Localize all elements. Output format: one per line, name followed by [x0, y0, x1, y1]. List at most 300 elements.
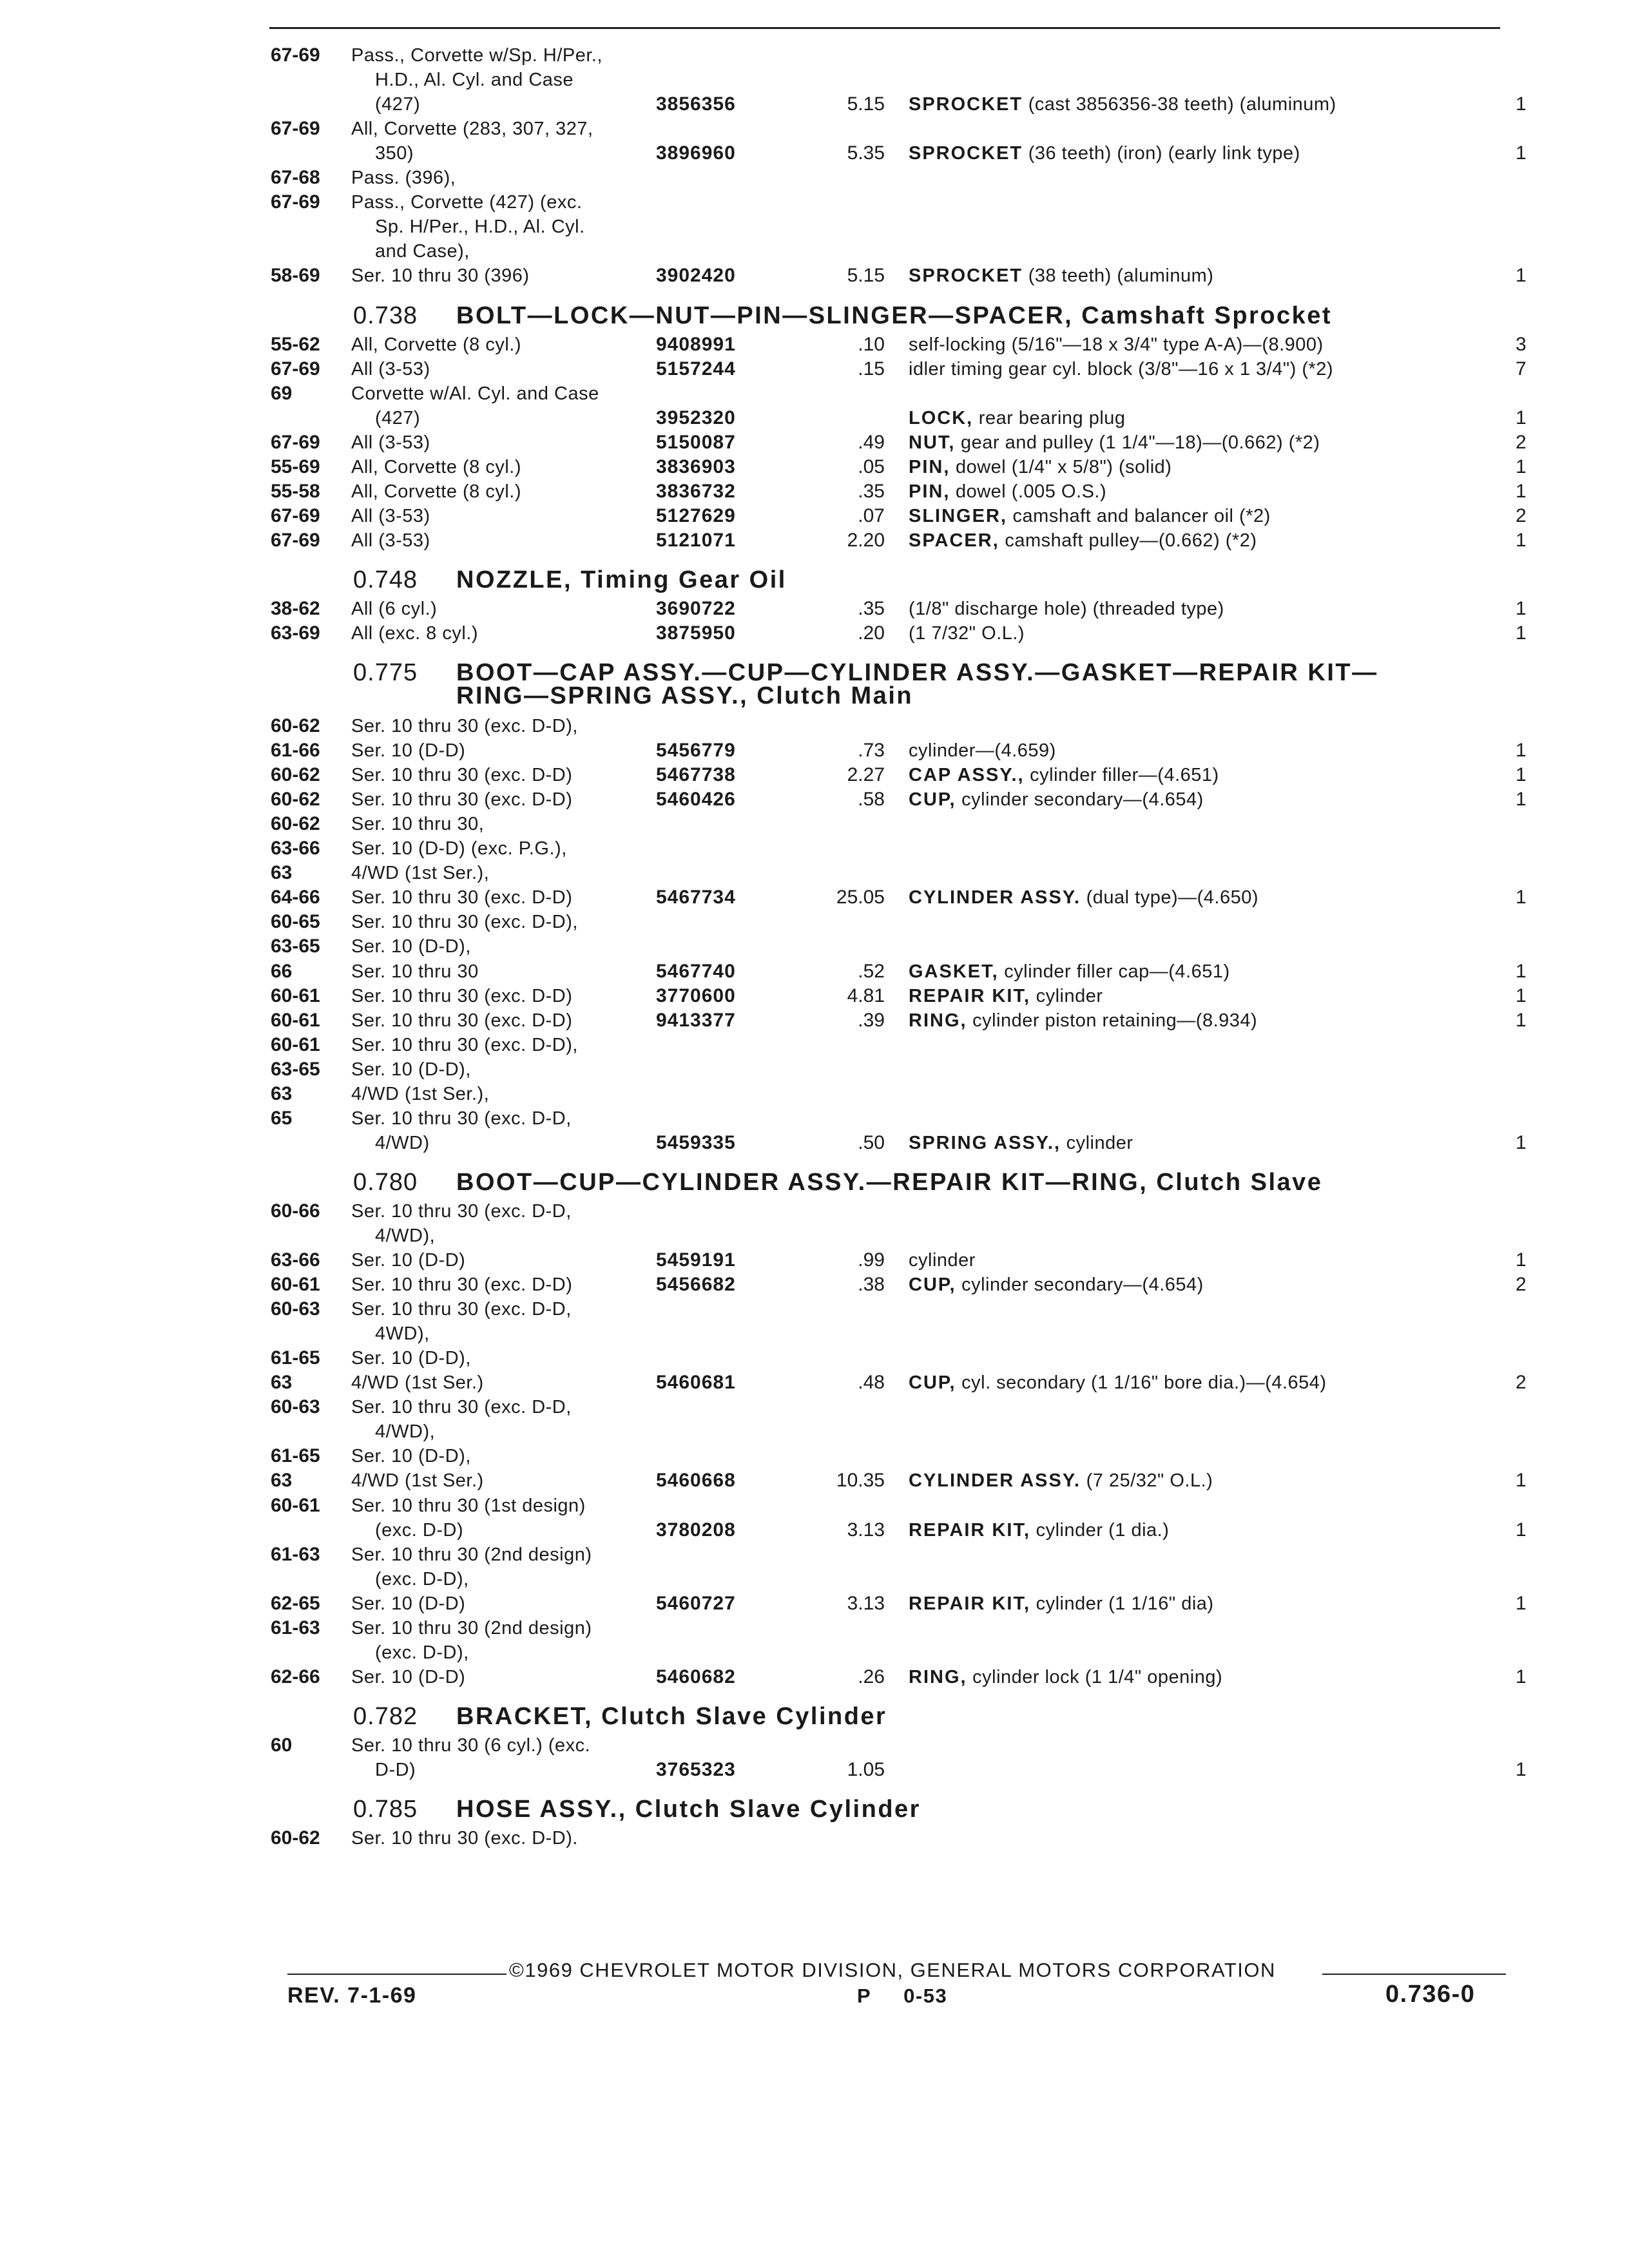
part-name: NUT,: [909, 432, 956, 453]
application: Ser. 10 thru 30 (exc. D-D): [351, 789, 573, 810]
model-years: 61-65: [271, 1445, 320, 1466]
list-price: .05: [858, 456, 885, 477]
footer-rule-right: [1322, 1974, 1506, 1975]
application: H.D., Al. Cyl. and Case: [375, 70, 574, 90]
catalog-row: [0, 189, 1629, 215]
application: Ser. 10 (D-D): [351, 740, 466, 761]
list-price: .58: [858, 789, 885, 810]
revision-date: REV. 7-1-69: [287, 1983, 417, 2008]
quantity: 1: [1516, 1593, 1527, 1614]
part-detail: (dual type)—(4.650): [1086, 887, 1258, 908]
application: Pass., Corvette w/Sp. H/Per.,: [351, 45, 603, 66]
part-description: [909, 983, 1103, 1009]
part-detail: cylinder: [909, 1250, 976, 1271]
quantity: 1: [1516, 407, 1527, 428]
application: (427): [375, 94, 421, 115]
part-number: 5467740: [656, 961, 736, 982]
application: Ser. 10 thru 30,: [351, 814, 485, 834]
catalog-row: [0, 1394, 1629, 1420]
list-price: .26: [858, 1666, 885, 1687]
catalog-row: [0, 238, 1629, 264]
model-years: 69: [271, 383, 293, 404]
application: 4/WD),: [375, 1225, 436, 1246]
list-price: 5.15: [847, 265, 885, 286]
part-description: [909, 787, 1204, 812]
catalog-row: [0, 738, 1629, 764]
application: Ser. 10 thru 30 (exc. D-D): [351, 765, 573, 785]
catalog-row: [0, 43, 1629, 68]
list-price: .35: [858, 598, 885, 619]
list-price: 3.13: [847, 1593, 885, 1614]
application: Ser. 10 thru 30 (exc. D-D,: [351, 1397, 572, 1418]
model-years: 63-65: [271, 1059, 320, 1080]
part-description: [909, 762, 1219, 788]
quantity: 1: [1516, 764, 1527, 785]
section-heading-continued: [0, 681, 1629, 711]
model-years: 60-61: [271, 985, 320, 1006]
application: Ser. 10 (D-D),: [351, 1059, 471, 1080]
list-price: .52: [858, 961, 885, 982]
part-number: 5150087: [656, 432, 736, 453]
model-years: 67-69: [271, 505, 320, 526]
catalog-row: [0, 1296, 1629, 1322]
quantity: 3: [1516, 334, 1527, 355]
part-number: 3875950: [656, 622, 736, 644]
application: All, Corvette (283, 307, 327,: [351, 119, 593, 139]
part-description: [909, 503, 1271, 529]
copyright-line: ©1969 CHEVROLET MOTOR DIVISION, GENERAL MOTORS CORPORATION: [509, 1959, 1276, 1981]
list-price: .38: [858, 1274, 885, 1295]
catalog-row: [0, 811, 1629, 837]
list-price: 5.35: [847, 142, 885, 164]
quantity: 1: [1516, 985, 1527, 1006]
quantity: 1: [1516, 456, 1527, 477]
part-number: 5460727: [656, 1593, 736, 1614]
model-years: 63: [271, 1372, 293, 1393]
catalog-row: [0, 860, 1629, 886]
part-detail: idler timing gear cyl. block (3/8"—16 x 1 3/4") (*2): [909, 359, 1334, 380]
catalog-row: [0, 1247, 1629, 1273]
part-detail: camshaft and balancer oil (*2): [1012, 506, 1271, 526]
catalog-row: [0, 934, 1629, 959]
part-name: RING,: [909, 1667, 967, 1687]
application: 4/WD): [375, 1133, 430, 1153]
application: All (6 cyl.): [351, 599, 438, 619]
application: Ser. 10 thru 30 (exc. D-D),: [351, 716, 578, 736]
application: All (3-53): [351, 506, 430, 526]
catalog-row: [0, 1757, 1629, 1783]
model-years: 60-62: [271, 813, 320, 834]
list-price: 4.81: [847, 985, 885, 1006]
part-number: 5467734: [656, 887, 736, 908]
application: All (3-53): [351, 530, 430, 551]
section-title: BRACKET, Clutch Slave Cylinder: [456, 1702, 887, 1730]
model-years: 60-66: [271, 1200, 320, 1222]
part-detail: (1 7/32" O.L.): [909, 623, 1025, 644]
part-detail: self-locking (5/16"—18 x 3/4" type A-A)—(8.900): [909, 334, 1324, 355]
application: Ser. 10 (D-D),: [351, 936, 471, 957]
catalog-row: [0, 836, 1629, 861]
application: 4/WD (1st Ser.),: [351, 863, 490, 883]
catalog-row: [0, 596, 1629, 622]
catalog-row: [0, 1517, 1629, 1543]
part-name: RING,: [909, 1010, 967, 1031]
model-years: 60: [271, 1735, 293, 1756]
part-number: 5456682: [656, 1274, 736, 1295]
quantity: 2: [1516, 505, 1527, 526]
section-number: 0.775: [353, 659, 418, 687]
application: 4/WD (1st Ser.),: [351, 1084, 490, 1104]
part-name: PIN,: [909, 457, 950, 477]
part-description: [909, 332, 1324, 358]
part-number: 3952320: [656, 407, 736, 428]
model-years: 60-63: [271, 1396, 320, 1418]
part-detail: (38 teeth) (aluminum): [1028, 265, 1214, 286]
section-heading: [0, 1794, 1629, 1824]
part-number: 5459335: [656, 1132, 736, 1153]
part-name: REPAIR KIT,: [909, 1593, 1031, 1614]
application: Ser. 10 (D-D),: [351, 1348, 471, 1369]
application: Ser. 10 thru 30 (exc. D-D,: [351, 1201, 572, 1222]
section-heading: [0, 301, 1629, 331]
catalog-row: [0, 1130, 1629, 1156]
model-years: 55-58: [271, 481, 320, 502]
section-number: 0.782: [353, 1702, 418, 1730]
part-name: CYLINDER ASSY.: [909, 887, 1081, 908]
part-description: [909, 1664, 1222, 1690]
catalog-row: [0, 762, 1629, 788]
catalog-row: [0, 165, 1629, 191]
catalog-row: [0, 1008, 1629, 1033]
section-title-line2: RING—SPRING ASSY., Clutch Main: [456, 682, 914, 710]
list-price: .07: [858, 505, 885, 526]
application: All (exc. 8 cyl.): [351, 623, 479, 644]
model-years: 67-69: [271, 358, 320, 380]
quantity: 1: [1516, 622, 1527, 644]
list-price: 3.13: [847, 1519, 885, 1541]
part-number: 5460426: [656, 789, 736, 810]
application: Pass. (396),: [351, 168, 456, 188]
part-description: [909, 1370, 1327, 1396]
model-years: 67-69: [271, 191, 320, 213]
model-years: 61-65: [271, 1347, 320, 1369]
part-number: 3690722: [656, 598, 736, 619]
model-years: 60-65: [271, 911, 320, 932]
part-description: [909, 1517, 1169, 1543]
section-heading: [0, 565, 1629, 595]
part-detail: cylinder: [1066, 1133, 1133, 1153]
part-description: [909, 959, 1230, 985]
model-years: 63: [271, 862, 293, 883]
model-years: 65: [271, 1108, 293, 1129]
model-years: 58-69: [271, 265, 320, 286]
part-name: SPROCKET: [909, 265, 1023, 286]
model-years: 64-66: [271, 887, 320, 908]
quantity: 1: [1516, 961, 1527, 982]
quantity: 1: [1516, 142, 1527, 164]
list-price: .49: [858, 432, 885, 453]
part-number: 3836732: [656, 481, 736, 502]
part-description: [909, 1130, 1133, 1156]
catalog-row: [0, 503, 1629, 529]
list-price: .39: [858, 1010, 885, 1031]
application: Ser. 10 thru 30 (2nd design): [351, 1618, 592, 1639]
list-price: .35: [858, 481, 885, 502]
application: Ser. 10 thru 30 (exc. D-D,: [351, 1299, 572, 1320]
model-years: 67-69: [271, 432, 320, 453]
part-name: CYLINDER ASSY.: [909, 1470, 1081, 1491]
part-description: [909, 430, 1320, 456]
quantity: 1: [1516, 740, 1527, 761]
catalog-row: [0, 1081, 1629, 1107]
list-price: .20: [858, 622, 885, 644]
part-detail: cylinder (1 1/16" dia): [1036, 1593, 1214, 1614]
application: Ser. 10 (D-D): [351, 1593, 466, 1614]
model-years: 55-69: [271, 456, 320, 477]
part-detail: cyl. secondary (1 1/16" bore dia.)—(4.654): [961, 1372, 1327, 1393]
quantity: 1: [1516, 1519, 1527, 1541]
part-number: 5460668: [656, 1470, 736, 1491]
model-years: 62-65: [271, 1593, 320, 1614]
catalog-row: [0, 430, 1629, 456]
part-description: [909, 738, 1056, 764]
part-detail: cylinder: [1036, 986, 1103, 1006]
part-name: SLINGER,: [909, 506, 1007, 526]
model-years: 60-62: [271, 764, 320, 785]
section-title: HOSE ASSY., Clutch Slave Cylinder: [456, 1796, 921, 1823]
application: Ser. 10 thru 30 (exc. D-D).: [351, 1828, 578, 1849]
model-years: 55-62: [271, 334, 320, 355]
part-name: REPAIR KIT,: [909, 986, 1031, 1006]
part-name: REPAIR KIT,: [909, 1520, 1031, 1541]
model-years: 60-61: [271, 1010, 320, 1031]
application: (exc. D-D): [375, 1520, 464, 1541]
model-years: 67-68: [271, 167, 320, 188]
catalog-row: [0, 1825, 1629, 1851]
list-price: .10: [858, 334, 885, 355]
model-years: 61-66: [271, 740, 320, 761]
catalog-row: [0, 1493, 1629, 1519]
section-heading: [0, 1702, 1629, 1731]
model-years: 60-62: [271, 715, 320, 736]
catalog-row: [0, 1640, 1629, 1666]
application: Ser. 10 thru 30 (exc. D-D),: [351, 912, 578, 932]
application: Ser. 10 thru 30 (exc. D-D,: [351, 1108, 572, 1129]
model-years: 63: [271, 1470, 293, 1491]
section-number: 0.738: [353, 302, 418, 329]
section-heading: [0, 1168, 1629, 1197]
catalog-row: [0, 1468, 1629, 1494]
part-number: 5467738: [656, 764, 736, 785]
model-years: 60-61: [271, 1034, 320, 1055]
quantity: 1: [1516, 265, 1527, 286]
application: All, Corvette (8 cyl.): [351, 457, 521, 477]
catalog-row: [0, 116, 1629, 142]
part-detail: (36 teeth) (iron) (early link type): [1028, 143, 1300, 164]
part-number: 5456779: [656, 740, 736, 761]
part-number: 5460682: [656, 1666, 736, 1687]
application: Ser. 10 (D-D) (exc. P.G.),: [351, 838, 567, 859]
part-name: LOCK,: [909, 408, 974, 428]
section-number: 0.780: [353, 1168, 418, 1196]
section-title: NOZZLE, Timing Gear Oil: [456, 566, 787, 593]
part-detail: cylinder secondary—(4.654): [961, 1274, 1204, 1295]
catalog-row: [0, 67, 1629, 93]
part-detail: cylinder piston retaining—(8.934): [972, 1010, 1258, 1031]
model-years: 63-65: [271, 936, 320, 957]
quantity: 1: [1516, 1132, 1527, 1153]
application: Ser. 10 (D-D): [351, 1667, 466, 1687]
catalog-row: [0, 528, 1629, 553]
catalog-row: [0, 1591, 1629, 1617]
part-number: 5460681: [656, 1372, 736, 1393]
application: (exc. D-D),: [375, 1569, 469, 1590]
part-description: [909, 479, 1106, 505]
part-number: 3836903: [656, 456, 736, 477]
quantity: 2: [1516, 1372, 1527, 1393]
part-description: [909, 528, 1257, 553]
application: Ser. 10 thru 30 (exc. D-D): [351, 887, 573, 908]
application: (427): [375, 408, 421, 428]
top-rule: [269, 27, 1500, 29]
application: 4WD),: [375, 1323, 430, 1344]
catalog-row: [0, 1664, 1629, 1690]
catalog-row: [0, 1106, 1629, 1131]
application: 4/WD),: [375, 1421, 436, 1442]
part-name: CUP,: [909, 789, 956, 810]
catalog-row: [0, 620, 1629, 646]
model-years: 63: [271, 1083, 293, 1104]
model-years: 66: [271, 961, 293, 982]
model-years: 63-69: [271, 622, 320, 644]
part-detail: cylinder (1 dia.): [1036, 1520, 1170, 1541]
part-detail: gear and pulley (1 1/4"—18)—(0.662) (*2): [961, 432, 1320, 453]
catalog-row: [0, 91, 1629, 117]
quantity: 1: [1516, 789, 1527, 810]
catalog-row: [0, 1566, 1629, 1592]
model-years: 63-66: [271, 1249, 320, 1271]
application: Ser. 10 thru 30 (1st design): [351, 1495, 586, 1516]
group-number: 0.736-0: [1385, 1981, 1476, 2008]
part-name: GASKET,: [909, 961, 999, 982]
catalog-row: [0, 1345, 1629, 1371]
application: Corvette w/Al. Cyl. and Case: [351, 383, 599, 404]
application: (exc. D-D),: [375, 1642, 469, 1663]
part-detail: (7 25/32" O.L.): [1086, 1470, 1213, 1491]
footer-rule-left: [287, 1974, 506, 1975]
application: Ser. 10 thru 30 (396): [351, 265, 530, 286]
catalog-row: [0, 381, 1629, 407]
quantity: 1: [1516, 887, 1527, 908]
catalog-row: [0, 214, 1629, 240]
catalog-row: [0, 479, 1629, 505]
part-description: [909, 454, 1171, 480]
part-number: 5459191: [656, 1249, 736, 1271]
catalog-row: [0, 787, 1629, 812]
application: Ser. 10 thru 30: [351, 961, 479, 982]
application: All (3-53): [351, 359, 430, 380]
application: Ser. 10 (D-D): [351, 1250, 466, 1271]
part-description: [909, 263, 1213, 289]
catalog-row: [0, 1370, 1629, 1396]
catalog-row: [0, 1542, 1629, 1568]
application: Pass., Corvette (427) (exc.: [351, 192, 583, 213]
list-price: 25.05: [836, 887, 885, 908]
part-name: CUP,: [909, 1274, 956, 1295]
quantity: 1: [1516, 1010, 1527, 1031]
part-description: [909, 91, 1336, 117]
part-number: 3765323: [656, 1759, 736, 1780]
quantity: 2: [1516, 1274, 1527, 1295]
list-price: .50: [858, 1132, 885, 1153]
catalog-row: [0, 356, 1629, 382]
page-number: P 0-53: [857, 1984, 948, 2007]
part-number: 5127629: [656, 505, 736, 526]
application: 350): [375, 143, 414, 164]
model-years: 67-69: [271, 44, 320, 66]
application: Ser. 10 thru 30 (exc. D-D): [351, 1274, 573, 1295]
part-description: [909, 1272, 1204, 1298]
application: Ser. 10 (D-D),: [351, 1446, 471, 1466]
quantity: 1: [1516, 598, 1527, 619]
part-name: SPACER,: [909, 530, 999, 551]
application: All, Corvette (8 cyl.): [351, 481, 521, 502]
quantity: 1: [1516, 1249, 1527, 1271]
catalog-row: [0, 1615, 1629, 1641]
part-number: 3770600: [656, 985, 736, 1006]
catalog-row: [0, 885, 1629, 910]
quantity: 1: [1516, 481, 1527, 502]
catalog-row: [0, 1223, 1629, 1249]
application: 4/WD (1st Ser.): [351, 1372, 484, 1393]
section-title: BOOT—CAP ASSY.—CUP—CYLINDER ASSY.—GASKET—REPAIR KIT—: [456, 659, 1378, 687]
list-price: 5.15: [847, 93, 885, 115]
application: D-D): [375, 1760, 416, 1780]
model-years: 61-63: [271, 1544, 320, 1565]
part-detail: dowel (1/4" x 5/8") (solid): [955, 457, 1172, 477]
catalog-row: [0, 1321, 1629, 1347]
part-detail: (1/8" discharge hole) (threaded type): [909, 599, 1224, 619]
application: Ser. 10 thru 30 (2nd design): [351, 1544, 592, 1565]
model-years: 60-62: [271, 789, 320, 810]
application: All (3-53): [351, 432, 430, 453]
model-years: 62-66: [271, 1666, 320, 1687]
list-price: .48: [858, 1372, 885, 1393]
list-price: 1.05: [847, 1759, 885, 1780]
application: All, Corvette (8 cyl.): [351, 334, 521, 355]
catalog-row: [0, 959, 1629, 985]
catalog-row: [0, 1733, 1629, 1758]
part-description: [909, 1591, 1214, 1617]
part-detail: cylinder filler—(4.651): [1030, 765, 1219, 785]
model-years: 38-62: [271, 598, 320, 619]
part-detail: dowel (.005 O.S.): [955, 481, 1107, 502]
section-number: 0.748: [353, 566, 418, 593]
part-detail: camshaft pulley—(0.662) (*2): [1005, 530, 1257, 551]
part-name: SPROCKET: [909, 94, 1023, 115]
model-years: 63-66: [271, 838, 320, 859]
part-description: [909, 1008, 1257, 1033]
part-description: [909, 140, 1300, 166]
list-price: .73: [858, 740, 885, 761]
catalog-row: [0, 332, 1629, 358]
model-years: 60-63: [271, 1298, 320, 1320]
application: Ser. 10 thru 30 (exc. D-D),: [351, 1035, 578, 1055]
application: Ser. 10 thru 30 (6 cyl.) (exc.: [351, 1735, 591, 1756]
catalog-row: [0, 405, 1629, 431]
section-title: BOOT—CUP—CYLINDER ASSY.—REPAIR KIT—RING, Clutch Slave: [456, 1168, 1323, 1196]
part-number: 3780208: [656, 1519, 736, 1541]
